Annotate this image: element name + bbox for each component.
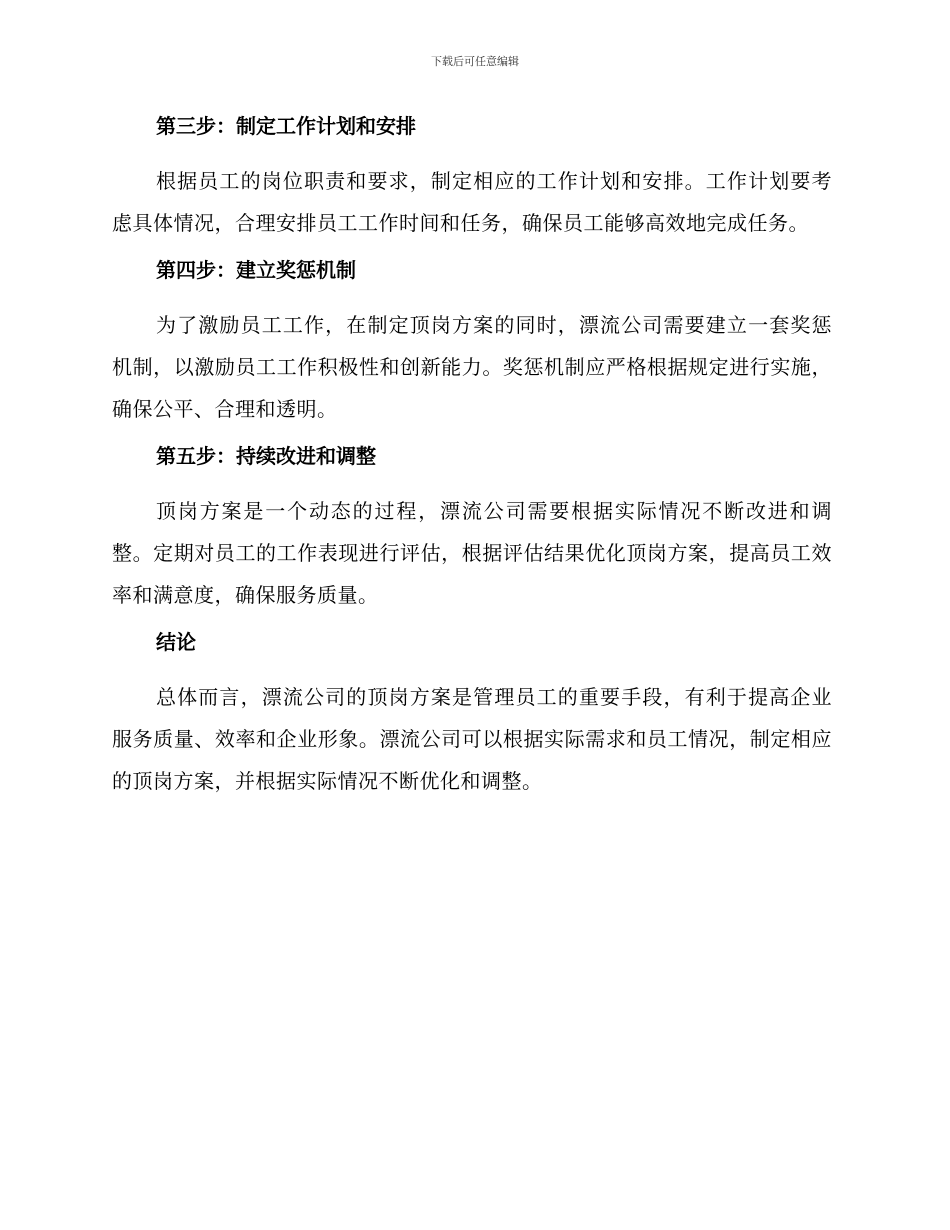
page-header: 下载后可任意编辑 (431, 55, 519, 68)
section-paragraph-step-4: 为了激励员工工作，在制定顶岗方案的同时，漂流公司需要建立一套奖惩机制，以激励员工工作积极性和创新能力。奖惩机制应严格根据规定进行实施，确保公平、合理和透明。 (112, 313, 832, 421)
section-paragraph-step-3: 根据员工的岗位职责和要求，制定相应的工作计划和安排。工作计划要考虑具体情况，合理安排员工工作时间和任务，确保员工能够高效地完成任务。 (112, 169, 832, 235)
section-paragraph-conclusion: 总体而言，漂流公司的顶岗方案是管理员工的重要手段，有利于提高企业服务质量、效率和企业形象。漂流公司可以根据实际需求和员工情况，制定相应的顶岗方案，并根据实际情况不断优化和调整。 (112, 685, 832, 793)
section-paragraph-step-5: 顶岗方案是一个动态的过程，漂流公司需要根据实际情况不断改进和调整。定期对员工的工作表现进行评估，根据评估结果优化顶岗方案，提高员工效率和满意度，确保服务质量。 (112, 499, 832, 607)
section-heading-conclusion: 结论 (156, 630, 196, 654)
document-body (112, 110, 832, 812)
section-heading-step-5: 第五步：持续改进和调整 (156, 444, 376, 468)
section-heading-step-3: 第三步：制定工作计划和安排 (156, 114, 416, 138)
section-heading-step-4: 第四步：建立奖惩机制 (156, 258, 356, 282)
